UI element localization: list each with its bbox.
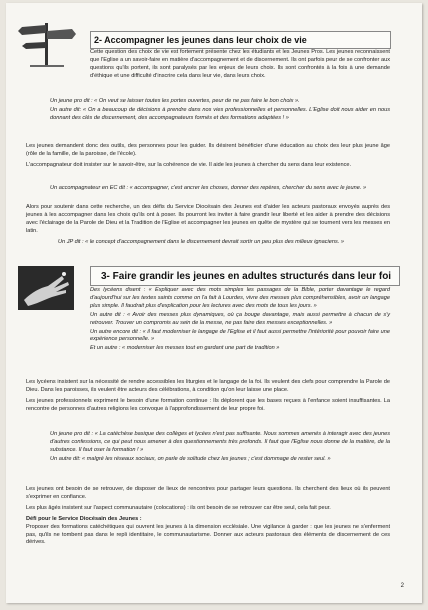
section1-defi: Alors pour soutenir dans cette recherche, un des défis du Service Diocésain des Jeunes est d'aider les acteurs pastoraux envoyés auprès des jeunes à les accompagner dans les choix qu'ils ont à poser. Ils pourront les inviter à faire grandir leur liberté et les aider à prendre des décisions avec l'éclairage de la Parole de Dieu et la Tradition de l'Eglise et accompagner les jeunes en quête de mystère qui se tournent vers les messes en latin. (26, 204, 390, 234)
section-heading-grandir-foi: 3- Faire grandir les jeunes en adultes structurés dans leur foi (90, 266, 400, 286)
page-number: 2 (400, 583, 404, 589)
signpost-illustration (16, 17, 78, 69)
section1-quotes: Un jeune pro dit : « On veut se laisser toutes les portes ouvertes, peur de ne pas faire le bon choix ». Un autre dit: « On a beaucoup de décisions à prendre dans nos vies professionnelles et personnelles. L'Eglise doit nous aider en nous donnant des clés de discernement, des accompagnateurs formés et des formations adaptées ! » (50, 98, 390, 121)
section2-quotes: Des lycéens disent : « Expliquer avec des mots simples les passages de la Bible, porter davantage le regard d'aujourd'hui sur les textes saints comme on l'a fait à Lourdes, vivre des messes plus compréhensibles, avoir un langage plus simple. Il faudrait plus d'explication pour les lectures avec des mots de tous les jours. » Un autre dit : « Avoir des messes plus dynamiques, où ça bouge davantage, mais aussi permettre à chacun de s'y retrouver. Trouver un compromis au sein de la messe, ne pas faire des messes exceptionnelles. » Un autre encore dit : « il faut moderniser le langage de l'Eglise et il faut aussi permettre l'intériorité pour pouvoir faire une expérience personnelle. » Et un autre : « moderniser les messes tout en gardant une part de tradition » (90, 287, 390, 352)
hand-illustration (18, 266, 74, 310)
section1-quote-accompagnateur: Un accompagnateur en EC dit : « accompagner, c'est ancrer les choses, donner des repères, chercher du sens avec le jeune. » (50, 185, 367, 191)
section2-body-2: Les jeunes ont besoin de se retrouver, de disposer de lieux de rencontres pour partager leurs questions. Ils cherchent des lieux où ils peuvent s'exprimer en confiance. Les plus âgés insistent sur l'aspect communautaire (colocations) : ils ont besoin de se retrouver car être seul, cela fait peur. Défi pour le Service Diocésain des Jeunes : Proposer des formations catéchétiques qui ouvrent les jeunes à la dimension ecclésiale. Une vigilance à garder : que les jeunes ne s'enferment pas, qu'ils ne tombent pas dans le repli identitaire, le communautarisme. Donner aux acteurs pastoraux des éléments de discernement de ces dérives. (26, 486, 390, 546)
section1-quote-jp: Un JP dit : « le concept d'accompagnement dans le discernement devrait sortir un peu plus des milieux ignaciens. » (58, 239, 344, 245)
section2-quotes-jp: Un jeune pro dit : « La catéchèse basique des collèges et lycées n'est pas suffisante. Nous sommes amenés à interagir avec des jeunes d'autres confessions, ce qui peut nous amener à des questionnements très profonds. Il faut que l'Eglise nous donne de la matière, de la substance. Il faut oser la formation ! » Un autre dit: « malgré les réseaux sociaux, on parle de solitude chez les jeunes ; c'est dommage de rester seul. » (50, 431, 390, 462)
section1-intro: Cette question des choix de vie est fortement présente chez les étudiants et les Jeunes Pros. Les jeunes reconnaissent que l'Eglise a un savoir-faire en matière d'accompagnement et de discernement. Ils ont parfois peur de se confronter aux questions qu'ils portent, ils sont paralysés par les enjeux de leurs choix. Ils sont confrontés à la fois à une demande d'éthique et une difficulté d'inscrire cela dans leur vie, dans leurs choix. (90, 49, 390, 79)
section1-body: Les jeunes demandent donc des outils, des personnes pour les guider. Ils désirent bénéficier d'une éducation au choix des leur plus jeune âge (rôle de la famille, de la paroisse, de l'école). L'accompagnateur doit insister sur le savoir-être, sur la cohérence de vie. Il aide les jeunes à chercher du sens dans leur existence. (26, 143, 390, 168)
section-heading-choix-de-vie: 2- Accompagner les jeunes dans leur choix de vie (90, 31, 391, 49)
section2-body: Les lycéens insistent sur la nécessité de rendre accessibles les liturgies et le langage de la foi. Ils veulent des clefs pour comprendre la Parole de Dieu. Dans les paroisses, ils veulent être acteurs des célébrations, à condition qu'on leur laisse une place. Les jeunes professionnels expriment le besoin d'une formation continue : Ils déplorent que les bases reçues à l'enfance soient insuffisantes. La rencontre de personnes d'autres religions les convoque à l'approfondissement de leur propre foi. (26, 379, 390, 412)
document-page (6, 3, 422, 603)
